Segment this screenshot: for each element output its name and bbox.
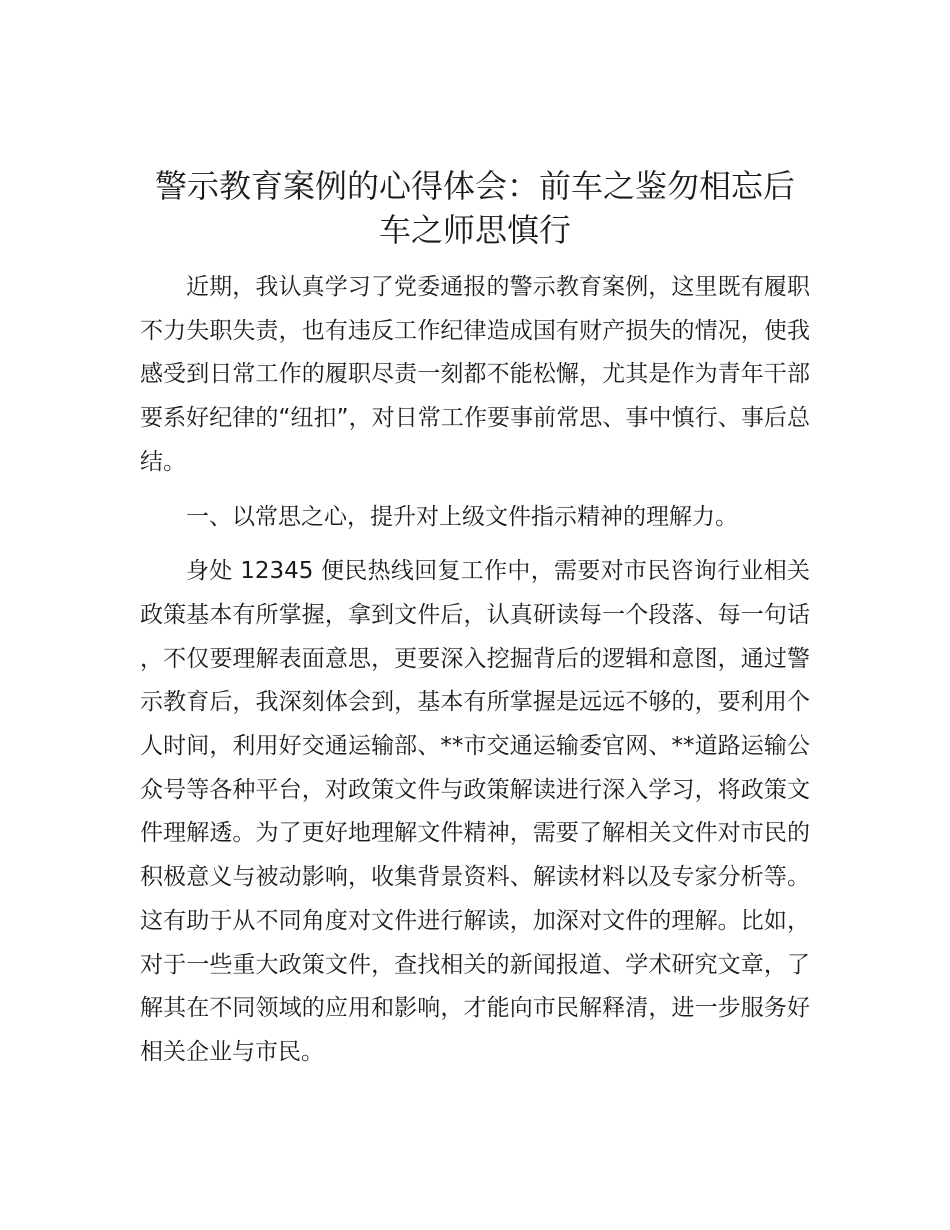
document-title-line-1: 警示教育案例的心得体会：前车之鉴勿相忘后 xyxy=(154,167,795,205)
paragraph-section-1: 身处 12345 便民热线回复工作中，需要对市民咨询行业相关政策基本有所掌握，拿到文件后，认真研读每一个段落、每一句话，不仅要理解表面意思，更要深入挖掘背后的逻辑和意图，通过警示教育后，我深刻体会到，基本有所掌握是远远不够的，要利用个人时间，利用好交通运输部、**市交通运输委官网、**道路运输公众号等各种平台，对政策文件与政策解读进行深入学习，将政策文件理解透。为了更好地理解文件精神，需要了解相关文件对市民的积极意义与被动影响，收集背景资料、解读材料以及专家分析等。这有助于从不同角度对文件进行解读，加深对文件的理解。比如，对于一些重大政策文件，查找相关的新闻报道、学术研究文章，了解其在不同领域的应用和影响，才能向市民解释清，进一步服务好相关企业与市民。 xyxy=(140,558,810,1065)
section-heading-1: 一、以常思之心，提升对上级文件指示精神的理解力。 xyxy=(186,503,738,530)
document-body xyxy=(140,266,810,1075)
document-title xyxy=(140,164,810,252)
paragraph-intro: 近期，我认真学习了党委通报的警示教育案例，这里既有履职不力失职失责，也有违反工作纪律造成国有财产损失的情况，使我感受到日常工作的履职尽责一刻都不能松懈，尤其是作为青年干部要系好纪律的“纽扣”，对日常工作要事前常思、事中慎行、事后总结。 xyxy=(140,274,810,475)
document-title-line-2: 车之师思慎行 xyxy=(378,211,571,249)
